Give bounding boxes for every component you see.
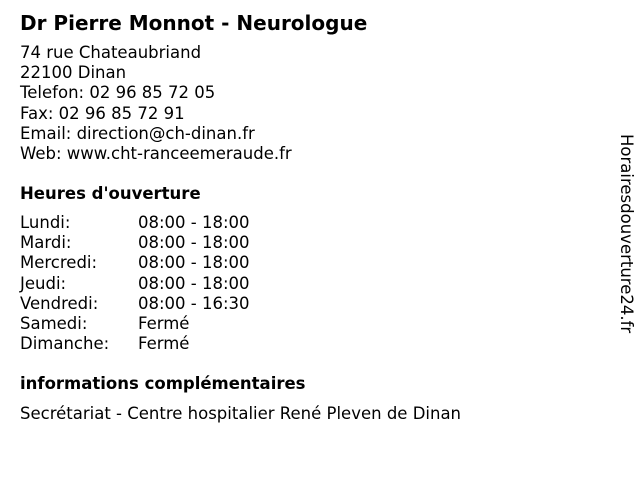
phone-number[interactable]: Telefon: 02 96 85 72 05 bbox=[20, 83, 216, 103]
time-value: Fermé bbox=[138, 313, 190, 333]
time-value: 08:00 - 18:00 bbox=[138, 273, 250, 293]
additional-info-heading: informations complémentaires bbox=[20, 374, 306, 393]
fax-number: Fax: 02 96 85 72 91 bbox=[20, 103, 185, 123]
address-city: 22100 Dinan bbox=[20, 63, 127, 83]
day-label: Jeudi: bbox=[20, 273, 67, 293]
time-value: 08:00 - 18:00 bbox=[138, 253, 250, 273]
opening-hours-heading: Heures d'ouverture bbox=[20, 184, 201, 203]
address-street: 74 rue Chateaubriand bbox=[20, 43, 202, 62]
additional-info-text: Secrétariat - Centre hospitalier René Pleven de Dinan bbox=[20, 404, 462, 423]
day-label: Mercredi: bbox=[20, 253, 98, 273]
time-value: 08:00 - 18:00 bbox=[138, 213, 250, 232]
day-label: Lundi: bbox=[20, 213, 71, 232]
day-label: Dimanche: bbox=[20, 334, 110, 354]
email-address[interactable]: Email: direction@ch-dinan.fr bbox=[20, 123, 255, 143]
day-label: Samedi: bbox=[20, 313, 88, 333]
day-label: Mardi: bbox=[20, 233, 72, 253]
time-value: 08:00 - 18:00 bbox=[138, 233, 250, 253]
website-link[interactable]: Web: www.cht-ranceemeraude.fr bbox=[20, 144, 292, 164]
time-value: Fermé bbox=[138, 334, 190, 354]
time-value: 08:00 - 16:30 bbox=[138, 293, 250, 313]
contact-block bbox=[20, 43, 292, 164]
day-label: Vendredi: bbox=[20, 293, 99, 313]
site-watermark: Horairesdouverture24.fr bbox=[617, 134, 636, 334]
page-title: Dr Pierre Monnot - Neurologue bbox=[20, 11, 368, 35]
